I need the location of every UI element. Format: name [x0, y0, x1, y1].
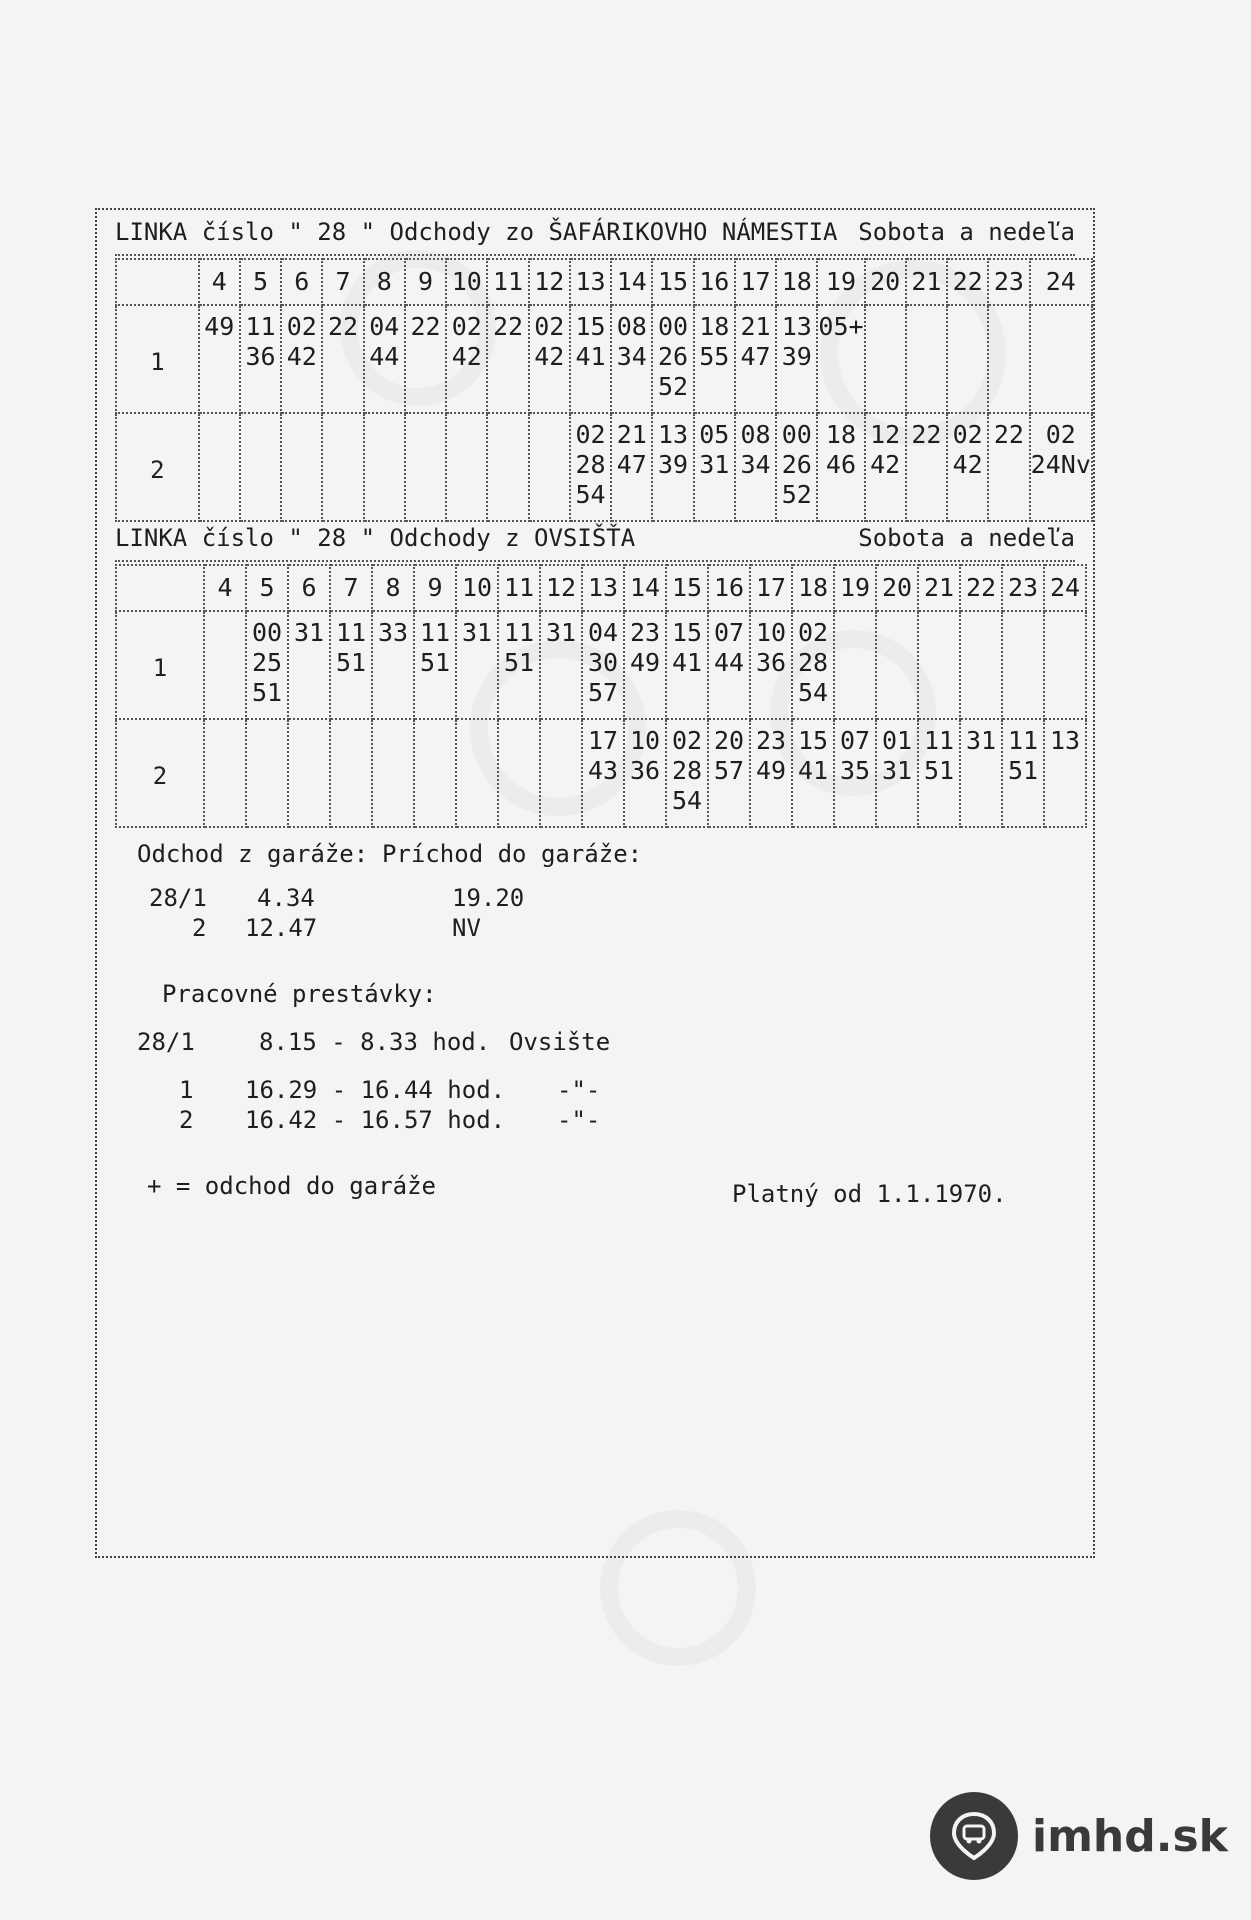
table2-hour-11: 11	[498, 565, 540, 611]
table1-hour-14: 14	[611, 259, 652, 305]
table1-hour-23: 23	[988, 259, 1029, 305]
valid-from: Platný od 1.1.1970.	[732, 1180, 1007, 1208]
departure-minute: 17	[587, 726, 619, 755]
table1-cell	[446, 413, 487, 521]
table1-cell	[199, 305, 240, 413]
departure-minute: 11	[335, 618, 367, 647]
departure-minute: 22	[327, 312, 359, 341]
table2-title: LINKA číslo " 28 " Odchody z OVSIŠŤA	[115, 524, 636, 552]
table2-cell	[456, 611, 498, 719]
table1-cell	[652, 305, 693, 413]
table1-hour-11: 11	[487, 259, 528, 305]
table2-hour-8: 8	[372, 565, 414, 611]
table1-run-row	[116, 305, 1092, 413]
table1-cell	[446, 305, 487, 413]
table2-run-label: 1	[116, 611, 204, 719]
departure-minute: 22	[993, 420, 1024, 449]
table2-hour-21: 21	[918, 565, 960, 611]
table1-cell	[240, 413, 281, 521]
table2-hour-18: 18	[792, 565, 834, 611]
departure-minute: 04	[369, 312, 400, 341]
departure-minute: 00	[657, 312, 689, 341]
table2-cell	[918, 719, 960, 827]
table1-hour-19: 19	[817, 259, 864, 305]
departure-minute: 15	[797, 726, 829, 755]
table1-cell	[735, 413, 776, 521]
table1-hour-7: 7	[322, 259, 363, 305]
table1-cell	[570, 305, 611, 413]
departure-minute: 55	[699, 342, 730, 371]
garage-departure-label: Odchod z garáže:	[137, 840, 369, 868]
break-time-2: 16.29 - 16.44 hod.	[245, 1076, 506, 1104]
table2-hour-23: 23	[1002, 565, 1044, 611]
departure-minute: 00	[251, 618, 283, 647]
table1-cell	[817, 305, 864, 413]
table2-cell	[666, 719, 708, 827]
table1-hour-9: 9	[405, 259, 446, 305]
table1-hour-4: 4	[199, 259, 240, 305]
table1-cell	[364, 305, 405, 413]
departure-minute: 26	[781, 450, 812, 479]
table1-hour-24: 24	[1030, 259, 1092, 305]
table1-cell	[570, 413, 611, 521]
departure-minute: 39	[657, 450, 689, 479]
departure-minute: 02	[534, 312, 565, 341]
departure-minute: 08	[740, 420, 771, 449]
table1-cell	[988, 305, 1029, 413]
departure-minute: 02	[797, 618, 829, 647]
table2-cell	[876, 611, 918, 719]
table1-cell	[652, 413, 693, 521]
departure-minute: 51	[923, 756, 955, 785]
table1-cell	[611, 413, 652, 521]
table2-cell	[204, 719, 246, 827]
departure-minute: 25	[251, 648, 283, 677]
table1-cell	[487, 305, 528, 413]
departure-minute: 22	[492, 312, 524, 341]
timetable-sheet	[95, 208, 1095, 1558]
table2-run-label: 2	[116, 719, 204, 827]
departure-minute: 30	[587, 648, 619, 677]
table2-cell	[288, 611, 330, 719]
table2-cell	[1002, 719, 1044, 827]
table1-cell	[199, 413, 240, 521]
table2-hour-9: 9	[414, 565, 456, 611]
departure-minute: 51	[419, 648, 451, 677]
break-line-3: 2	[179, 1106, 194, 1134]
table2-cell	[960, 611, 1002, 719]
departure-minute: 36	[629, 756, 661, 785]
table2-cell	[330, 719, 372, 827]
departure-minute: 00	[781, 420, 812, 449]
table2-cell	[540, 719, 582, 827]
table2-cell	[498, 719, 540, 827]
departure-minute: 07	[713, 618, 745, 647]
table1-run-label: 2	[116, 413, 199, 521]
table2-hour-5: 5	[246, 565, 288, 611]
table2-cell	[750, 611, 792, 719]
table2-hour-24: 24	[1044, 565, 1086, 611]
departure-minute: 36	[245, 342, 276, 371]
table1-cell	[817, 413, 864, 521]
departure-minute: 11	[503, 618, 535, 647]
departure-minute: 34	[616, 342, 647, 371]
departure-minute: 28	[797, 648, 829, 677]
table2-hour-15: 15	[666, 565, 708, 611]
table1-cell	[776, 413, 817, 521]
table2-cell	[624, 611, 666, 719]
table1-hour-20: 20	[865, 259, 906, 305]
table2-cell	[708, 611, 750, 719]
table2-hour-6: 6	[288, 565, 330, 611]
table2-cell	[1002, 611, 1044, 719]
table2-hours-row	[116, 565, 1086, 611]
departure-minute: 15	[671, 618, 703, 647]
table1-hour-18: 18	[776, 259, 817, 305]
garage-departure-1: 4.34	[257, 884, 315, 912]
table1-cell	[694, 413, 735, 521]
table1-hour-12: 12	[529, 259, 570, 305]
table2-cell	[666, 611, 708, 719]
bus-pin-icon	[930, 1792, 1018, 1880]
departure-minute: 33	[377, 618, 409, 647]
break-line-1: 28/1	[137, 1028, 195, 1056]
table1-cell	[322, 305, 363, 413]
departure-minute: 15	[575, 312, 606, 341]
table1-cell	[281, 305, 322, 413]
table1-cell	[611, 305, 652, 413]
departure-minute: 08	[616, 312, 647, 341]
table2-cell	[498, 611, 540, 719]
departure-minute: 54	[575, 480, 606, 509]
departure-minute: 46	[825, 450, 857, 479]
table2-cell	[414, 611, 456, 719]
table1-hour-8: 8	[364, 259, 405, 305]
departure-minute: 23	[629, 618, 661, 647]
table1-cell	[865, 305, 906, 413]
table2-cell	[960, 719, 1002, 827]
table2-cell	[288, 719, 330, 827]
departure-minute: 57	[713, 756, 745, 785]
garage-line-1: 28/1	[149, 884, 207, 912]
departure-minute: 44	[713, 648, 745, 677]
departure-minute: 51	[1007, 756, 1039, 785]
departure-minute: 47	[616, 450, 647, 479]
departure-minute: 02	[952, 420, 983, 449]
table2-cell	[834, 719, 876, 827]
departure-minute: 02	[575, 420, 606, 449]
table2-hour-14: 14	[624, 565, 666, 611]
table2-cell	[540, 611, 582, 719]
table2-cell	[456, 719, 498, 827]
departure-minute: 41	[797, 756, 829, 785]
departure-minute: 22	[911, 420, 942, 449]
departure-minute: 42	[952, 450, 983, 479]
table2-cell	[750, 719, 792, 827]
departure-minute: 11	[923, 726, 955, 755]
table1-cell	[947, 305, 988, 413]
departure-minute: 31	[699, 450, 730, 479]
table1-cell	[694, 305, 735, 413]
table1-cell	[240, 305, 281, 413]
table1-cell	[988, 413, 1029, 521]
departure-minute: 43	[587, 756, 619, 785]
garage-arrival-label: Príchod do garáže:	[382, 840, 643, 868]
departure-minute: 41	[671, 648, 703, 677]
table2-corner-cell	[116, 565, 204, 611]
departure-minute: 02	[1045, 420, 1076, 449]
departure-minute: 02	[671, 726, 703, 755]
departure-minute: 10	[755, 618, 787, 647]
departure-minute: 12	[870, 420, 901, 449]
table1-grid	[115, 258, 1093, 522]
departure-minute: 42	[534, 342, 565, 371]
table1-cell	[529, 413, 570, 521]
departure-minute: 23	[755, 726, 787, 755]
table1-run-row	[116, 413, 1092, 521]
table1-cell	[735, 305, 776, 413]
table1-cell	[529, 305, 570, 413]
table2-cell	[792, 611, 834, 719]
break-place-1: Ovsište	[509, 1028, 611, 1056]
departure-minute: 05	[699, 420, 730, 449]
table1-cell	[1030, 305, 1092, 413]
departure-minute: 49	[755, 756, 787, 785]
departure-minute: 47	[740, 342, 771, 371]
table2-hour-22: 22	[960, 565, 1002, 611]
table2-cell	[918, 611, 960, 719]
table1-hour-22: 22	[947, 259, 988, 305]
departure-minute: 21	[616, 420, 647, 449]
departure-minute: 13	[1049, 726, 1081, 755]
table2-hour-4: 4	[204, 565, 246, 611]
departure-minute: 34	[740, 450, 771, 479]
table2-cell	[582, 611, 624, 719]
table1-cell	[364, 413, 405, 521]
departure-minute: 49	[204, 312, 235, 341]
departure-minute: 18	[825, 420, 857, 449]
departure-minute: 51	[335, 648, 367, 677]
departure-minute: 28	[575, 450, 606, 479]
departure-minute: 35	[839, 756, 871, 785]
table1-corner-cell	[116, 259, 199, 305]
table1-hours-row	[116, 259, 1092, 305]
legend: + = odchod do garáže	[147, 1172, 436, 1200]
departure-minute: 11	[245, 312, 276, 341]
table2-cell	[582, 719, 624, 827]
table2-cell	[624, 719, 666, 827]
table1-cell	[487, 413, 528, 521]
break-place-2: -"-	[557, 1076, 601, 1104]
table1-hour-5: 5	[240, 259, 281, 305]
garage-line-2: 2	[192, 914, 207, 942]
departure-minute: 10	[629, 726, 661, 755]
breaks-title: Pracovné prestávky:	[162, 980, 437, 1008]
table1-cell	[405, 305, 446, 413]
table2-cell	[330, 611, 372, 719]
table1-hour-13: 13	[570, 259, 611, 305]
table2-cell	[246, 611, 288, 719]
table2-cell	[1044, 611, 1086, 719]
break-line-2: 1	[179, 1076, 194, 1104]
departure-minute: 31	[965, 726, 997, 755]
departure-minute: 11	[419, 618, 451, 647]
departure-minute: 31	[881, 756, 913, 785]
break-time-1: 8.15 - 8.33 hod.	[259, 1028, 491, 1056]
table2-hour-20: 20	[876, 565, 918, 611]
departure-minute: 26	[657, 342, 689, 371]
table1-hour-17: 17	[735, 259, 776, 305]
departure-minute: 42	[286, 342, 317, 371]
departure-minute: 41	[575, 342, 606, 371]
table1-hour-21: 21	[906, 259, 947, 305]
table2-hour-19: 19	[834, 565, 876, 611]
table1-cell	[322, 413, 363, 521]
garage-departure-2: 12.47	[245, 914, 318, 942]
table1-cell	[947, 413, 988, 521]
table1-cell	[281, 413, 322, 521]
table1-cell	[776, 305, 817, 413]
table2-cell	[372, 719, 414, 827]
table1-hour-15: 15	[652, 259, 693, 305]
table1-header	[115, 210, 1075, 256]
departure-minute: 21	[740, 312, 771, 341]
departure-minute: 04	[587, 618, 619, 647]
departure-minute: 52	[657, 372, 689, 401]
table2-hour-16: 16	[708, 565, 750, 611]
table1-cell	[906, 413, 947, 521]
departure-minute: 51	[251, 678, 283, 707]
departure-minute: 28	[671, 756, 703, 785]
table2-cell	[204, 611, 246, 719]
departure-minute: 49	[629, 648, 661, 677]
departure-minute: 42	[870, 450, 901, 479]
break-place-3: -"-	[557, 1106, 601, 1134]
table2-cell	[1044, 719, 1086, 827]
departure-minute: 02	[451, 312, 482, 341]
departure-minute: 20	[713, 726, 745, 755]
imhd-logo	[930, 1792, 1228, 1880]
table2-grid	[115, 564, 1087, 828]
table1-cell	[906, 305, 947, 413]
table2-run-row	[116, 719, 1086, 827]
table1-hour-10: 10	[446, 259, 487, 305]
table2-run-row	[116, 611, 1086, 719]
table2-hour-17: 17	[750, 565, 792, 611]
table2-cell	[372, 611, 414, 719]
departure-minute: 42	[451, 342, 482, 371]
departure-minute: 11	[1007, 726, 1039, 755]
departure-minute: 31	[293, 618, 325, 647]
break-time-3: 16.42 - 16.57 hod.	[245, 1106, 506, 1134]
table1-cell	[865, 413, 906, 521]
table2-header	[115, 516, 1075, 562]
table2-cell	[246, 719, 288, 827]
departure-minute: 22	[410, 312, 441, 341]
table1-run-label: 1	[116, 305, 199, 413]
table1-days: Sobota a nedeľa	[858, 218, 1075, 246]
logo-text: imhd.sk	[1032, 1810, 1228, 1862]
table2-cell	[792, 719, 834, 827]
table2-hour-10: 10	[456, 565, 498, 611]
departure-minute: 54	[797, 678, 829, 707]
departure-minute: 44	[369, 342, 400, 371]
table2-hour-7: 7	[330, 565, 372, 611]
departure-minute: 52	[781, 480, 812, 509]
departure-minute: 54	[671, 786, 703, 815]
departure-minute: 24Nv	[1030, 450, 1091, 479]
departure-minute: 07	[839, 726, 871, 755]
departure-minute: 39	[781, 342, 812, 371]
table1-hour-6: 6	[281, 259, 322, 305]
table2-cell	[414, 719, 456, 827]
garage-arrival-1: 19.20	[452, 884, 525, 912]
departure-minute: 51	[503, 648, 535, 677]
departure-minute: 36	[755, 648, 787, 677]
table2-cell	[876, 719, 918, 827]
table1-cell	[1030, 413, 1092, 521]
departure-minute: 31	[545, 618, 577, 647]
table2-days: Sobota a nedeľa	[858, 524, 1075, 552]
departure-minute: 18	[699, 312, 730, 341]
garage-arrival-2: NV	[452, 914, 481, 942]
table2-hour-13: 13	[582, 565, 624, 611]
table1-cell	[405, 413, 446, 521]
table2-hour-12: 12	[540, 565, 582, 611]
table2-cell	[834, 611, 876, 719]
departure-minute: 13	[657, 420, 689, 449]
departure-minute: 57	[587, 678, 619, 707]
departure-minute: 13	[781, 312, 812, 341]
table1-hour-16: 16	[694, 259, 735, 305]
departure-minute: 31	[461, 618, 493, 647]
departure-minute: 01	[881, 726, 913, 755]
departure-minute: 02	[286, 312, 317, 341]
table2-cell	[708, 719, 750, 827]
table1-title: LINKA číslo " 28 " Odchody zo ŠAFÁRIKOVHO NÁMESTIA	[115, 218, 838, 246]
departure-minute: 05+	[818, 312, 864, 341]
